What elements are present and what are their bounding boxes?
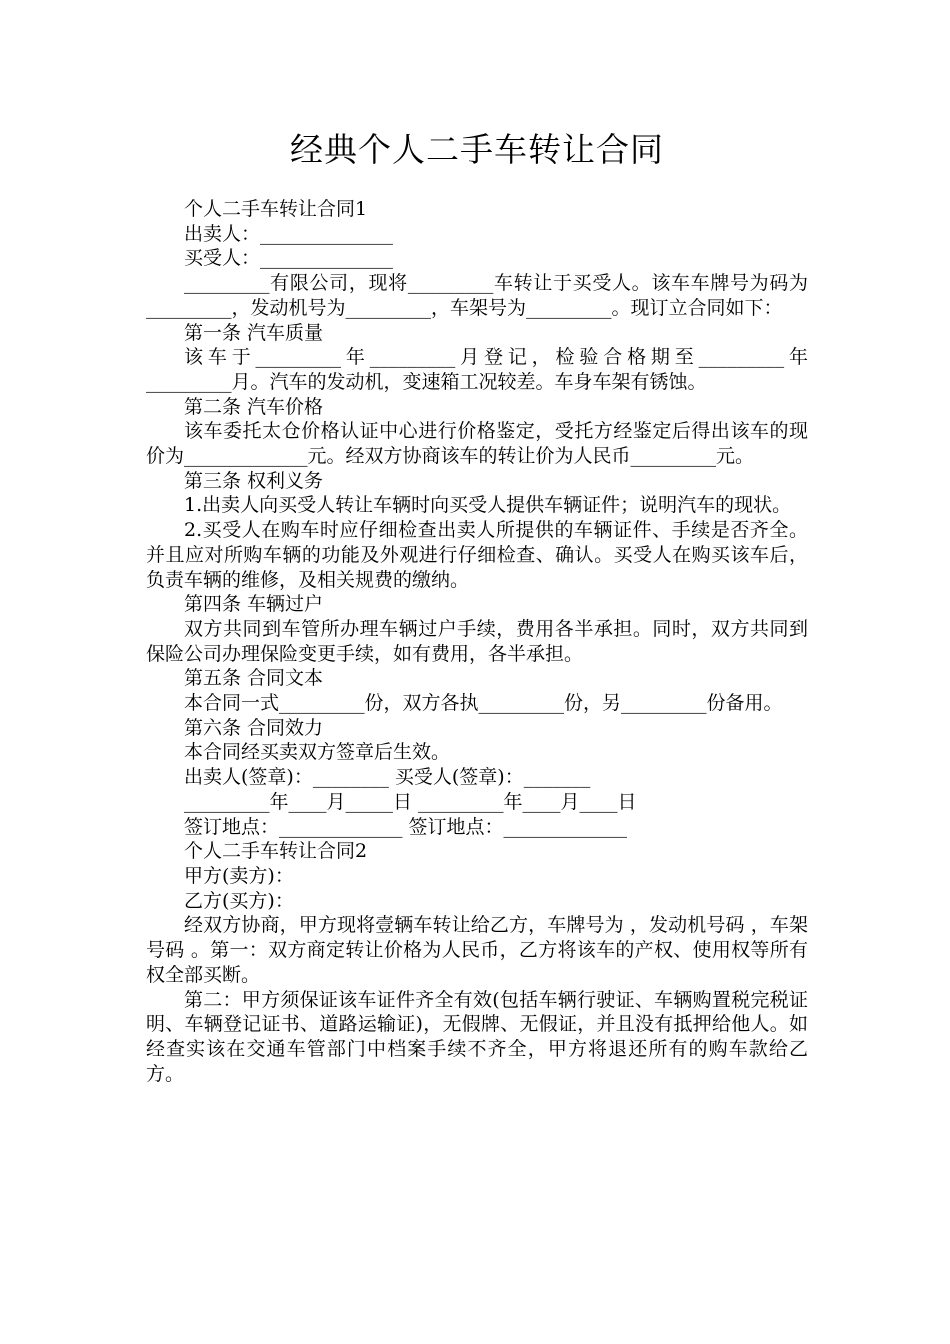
seller-field: 出卖人：______________: [184, 222, 394, 245]
contract-1-heading: 个人二手车转让合同1: [184, 198, 368, 220]
article-1-paragraph: 该车于_________年_________月登记，检验合格期至_________年_________月。汽车的发动机，变速箱工况较差。车身车架有锈蚀。: [146, 346, 808, 393]
party-a-field: 甲方(卖方)：: [184, 864, 294, 887]
article-6-paragraph: 本合同经买卖双方签章后生效。: [184, 741, 451, 764]
contract-2-paragraph-2: 第二：甲方须保证该车证件齐全有效(包括车辆行驶证、车辆购置税完税证明、车辆登记证书、道路运输证)，无假牌、无假证，并且没有抵押给他人。如经查实该在交通车管部门中档案手续不齐全，甲方将退还所有的购车款给乙方。: [146, 988, 808, 1085]
article-2-heading: 第二条 汽车价格: [184, 395, 324, 418]
document-body: [146, 197, 808, 1086]
contract-2-paragraph-1: 经双方协商，甲方现将壹辆车转让给乙方，车牌号为 ，发动机号码 ，车架号码 。第一：双方商定转让价格为人民币，乙方将该车的产权、使用权等所有权全部买断。: [146, 914, 808, 986]
signing-place-line: 签订地点：_____________ 签订地点：_____________: [184, 815, 628, 838]
article-4-heading: 第四条 车辆过户: [184, 593, 324, 616]
article-5-paragraph: 本合同一式_________份，双方各执_________份，另_________份备用。: [184, 692, 783, 715]
article-3-heading: 第三条 权利义务: [184, 469, 324, 492]
article-3-item-2: 2.买受人在购车时应仔细检查出卖人所提供的车辆证件、手续是否齐全。并且应对所购车辆的功能及外观进行仔细检查、确认。买受人在购买该车后，负责车辆的维修，及相关规费的缴纳。: [146, 519, 808, 591]
article-3-item-1: 1.出卖人向买受人转让车辆时向买受人提供车辆证件；说明汽车的现状。: [184, 494, 792, 517]
article-5-heading: 第五条 合同文本: [184, 667, 324, 690]
contract-2-heading: 个人二手车转让合同2: [184, 840, 368, 863]
article-2-paragraph: 该车委托太仓价格认证中心进行价格鉴定，受托方经鉴定后得出该车的现价为_____________元。经双方协商该车的转让价为人民币_________元。: [146, 420, 808, 468]
article-4-paragraph: 双方共同到车管所办理车辆过户手续，费用各半承担。同时，双方共同到保险公司办理保险变更手续，如有费用，各半承担。: [146, 617, 808, 665]
party-b-field: 乙方(买方)：: [184, 889, 294, 912]
date-line: _________年____月_____日 _________年____月____日: [184, 790, 637, 813]
buyer-field: 买受人：______________: [184, 247, 394, 270]
article-6-heading: 第六条 合同效力: [184, 716, 324, 739]
article-1-heading: 第一条 汽车质量: [184, 321, 324, 344]
signature-line: 出卖人(签章)：________ 买受人(签章)：_______: [184, 766, 591, 789]
intro-paragraph: _________有限公司，现将_________车转让于买受人。该车车牌号为码为_________，发动机号为_________，车架号为_________。现订立合同如下：: [146, 272, 808, 319]
document-title: 经典个人二手车转让合同: [290, 130, 664, 169]
